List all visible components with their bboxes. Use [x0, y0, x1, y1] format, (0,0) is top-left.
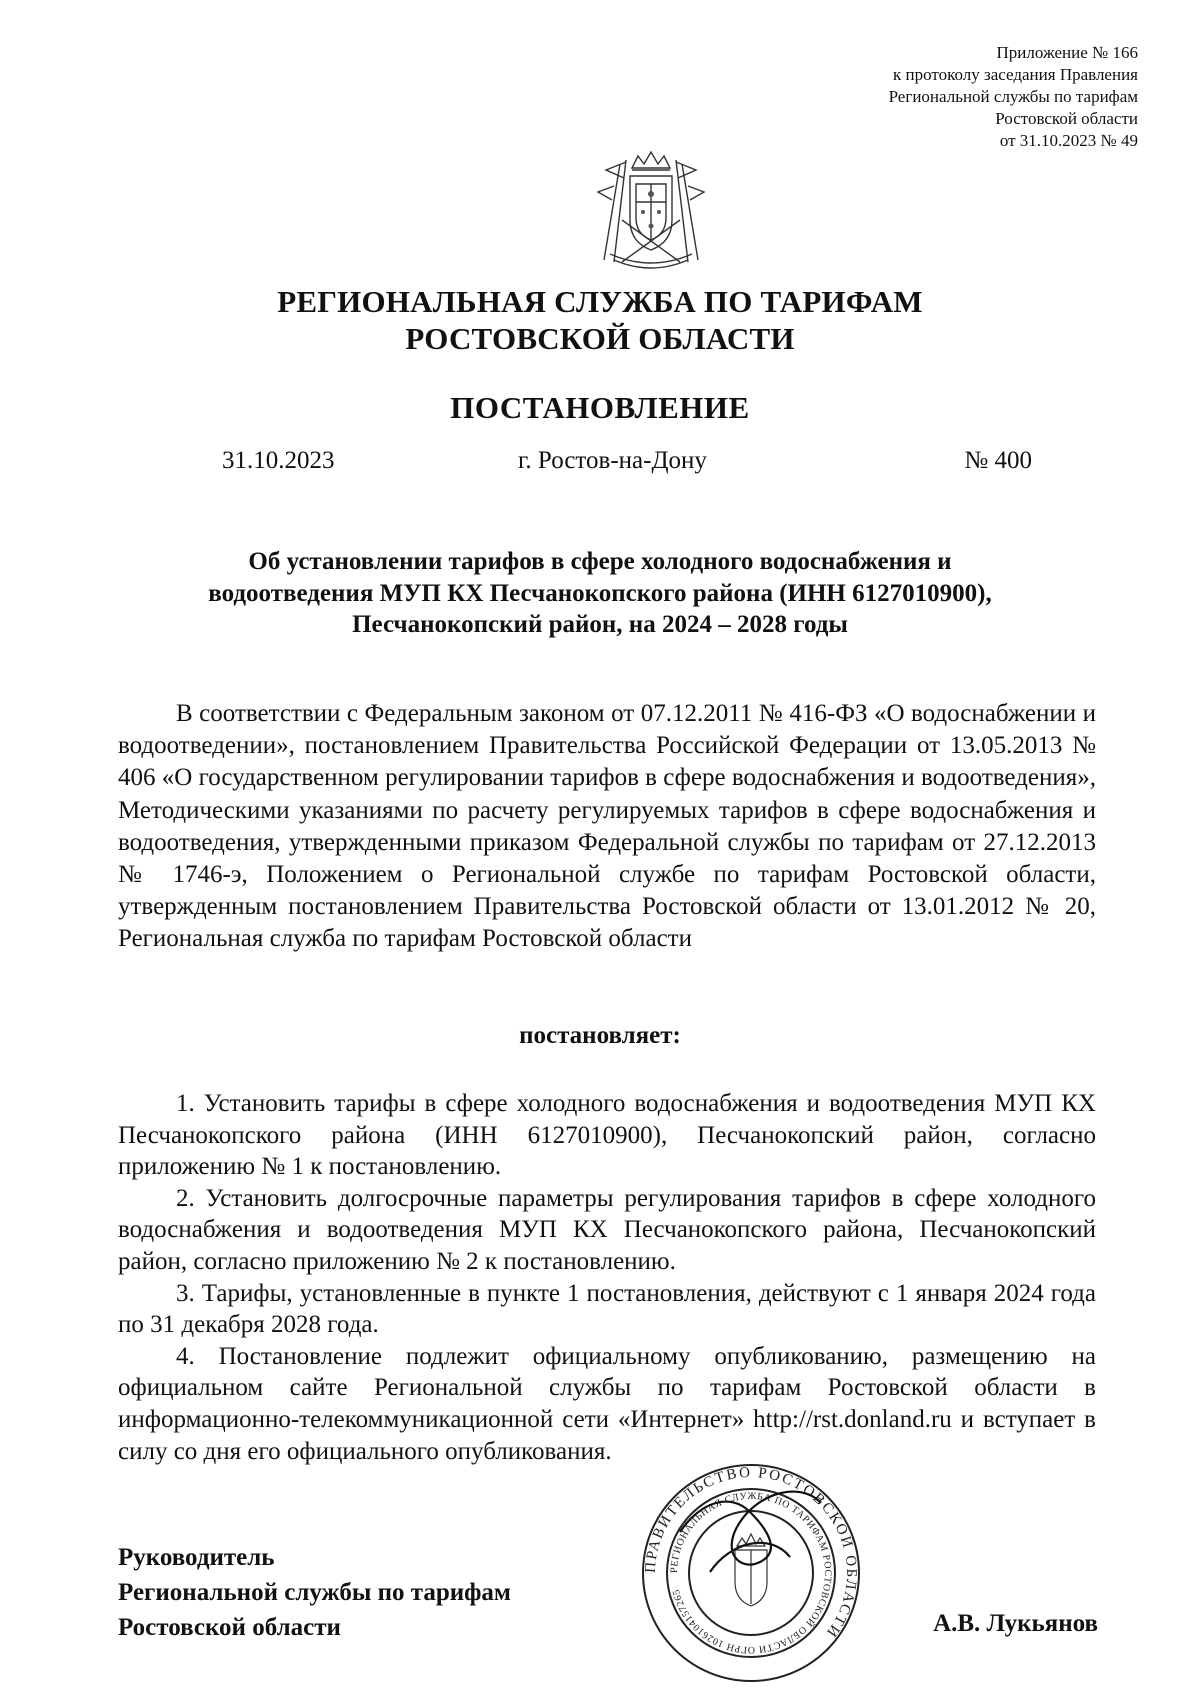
resolution-point-3: 3. Тарифы, установленные в пункте 1 постановления, действуют с 1 января 2024 года по 31 декабря 2028 года. — [118, 1279, 1096, 1339]
attachment-line-5: от 31.10.2023 № 49 — [999, 131, 1138, 150]
attachment-line-3: Региональной службы по тарифам — [888, 87, 1138, 106]
seal-inner-text: РЕГИОНАЛЬНАЯ СЛУЖБА ПО ТАРИФАМ РОСТОВСКОЙ ОБЛАСТИ ОГРН 1026104157265 — [668, 1490, 834, 1656]
resolution-points — [118, 1088, 1096, 1467]
agency-title-line-1: РЕГИОНАЛЬНАЯ СЛУЖБА ПО ТАРИФАМ — [277, 284, 923, 319]
resolution-point-4: 4. Постановление подлежит официальному опубликованию, размещению на официальном сайте Региональной службы по тарифам Ростовской области в информационно-телекоммуникационной сети «Интернет» http://rst.donland.ru и вступает в силу со дня его официального опубликования. — [118, 1342, 1096, 1465]
coat-of-arms-icon — [592, 150, 710, 272]
resolution-point-1: 1. Установить тарифы в сфере холодного водоснабжения и водоотведения МУП КХ Песчанокопского района (ИНН 6127010900), Песчанокопский район, согласно приложению № 1 к постановлению. — [118, 1090, 1096, 1181]
subject-line-3: Песчанокопский район, на 2024 – 2028 годы — [352, 611, 848, 638]
signer-title — [118, 1540, 511, 1645]
subject-line-2: водоотведения МУП КХ Песчанокопского района (ИНН 6127010900), — [208, 579, 992, 607]
document-type: ПОСТАНОВЛЕНИЕ — [450, 390, 750, 425]
document-date: 31.10.2023 — [222, 447, 335, 474]
attachment-line-1: Приложение № 166 — [996, 43, 1138, 62]
seal-outer-text: ПРАВИТЕЛЬСТВО РОСТОВСКОЙ ОБЛАСТИ — [642, 1464, 860, 1642]
agency-title-line-2: РОСТОВСКОЙ ОБЛАСТИ — [405, 321, 795, 356]
preamble-paragraph: В соответствии с Федеральным законом от 07.12.2011 № 416-ФЗ «О водоснабжении и водоотведении», постановлением Правительства Российской Федерации от 13.05.2013 № 406 «О государственном регулировании тарифов в сфере водоснабжения и водоотведения», Методическими указаниями по расчету регулируемых тарифов в сфере водоснабжения и водоотведения, утвержденными приказом Федеральной службы по тарифам от 27.12.2013 № 1746-э, Положением о Региональной службе по тарифам Ростовской области, утвержденным постановлением Правительства Ростовской области от 13.01.2012 № 20, Региональная служба по тарифам Ростовской области — [118, 700, 1096, 953]
signer-title-line-3: Ростовской области — [118, 1614, 341, 1641]
attachment-line-2: к протоколу заседания Правления — [893, 65, 1138, 84]
attachment-line-4: Ростовской области — [995, 109, 1138, 128]
document-city: г. Ростов-на-Дону — [518, 447, 707, 474]
attachment-note — [889, 42, 1138, 152]
official-seal-icon — [640, 1462, 862, 1684]
signer-title-line-1: Руководитель — [118, 1544, 275, 1571]
document-number: № 400 — [964, 447, 1032, 474]
subject-line-1: Об установлении тарифов в сфере холодного водоснабжения и — [248, 548, 952, 575]
document-subject — [150, 546, 1050, 641]
agency-title — [0, 283, 1200, 357]
resolves-heading: постановляет: — [519, 1022, 681, 1049]
resolution-point-2: 2. Установить долгосрочные параметры регулирования тарифов в сфере холодного водоснабжения и водоотведения МУП КХ Песчанокопского района, Песчанокопский район, согласно приложению № 2 к постановлению. — [118, 1184, 1096, 1275]
signer-name: А.В. Лукьянов — [933, 1610, 1098, 1637]
signer-title-line-2: Региональной службы по тарифам — [118, 1579, 511, 1606]
